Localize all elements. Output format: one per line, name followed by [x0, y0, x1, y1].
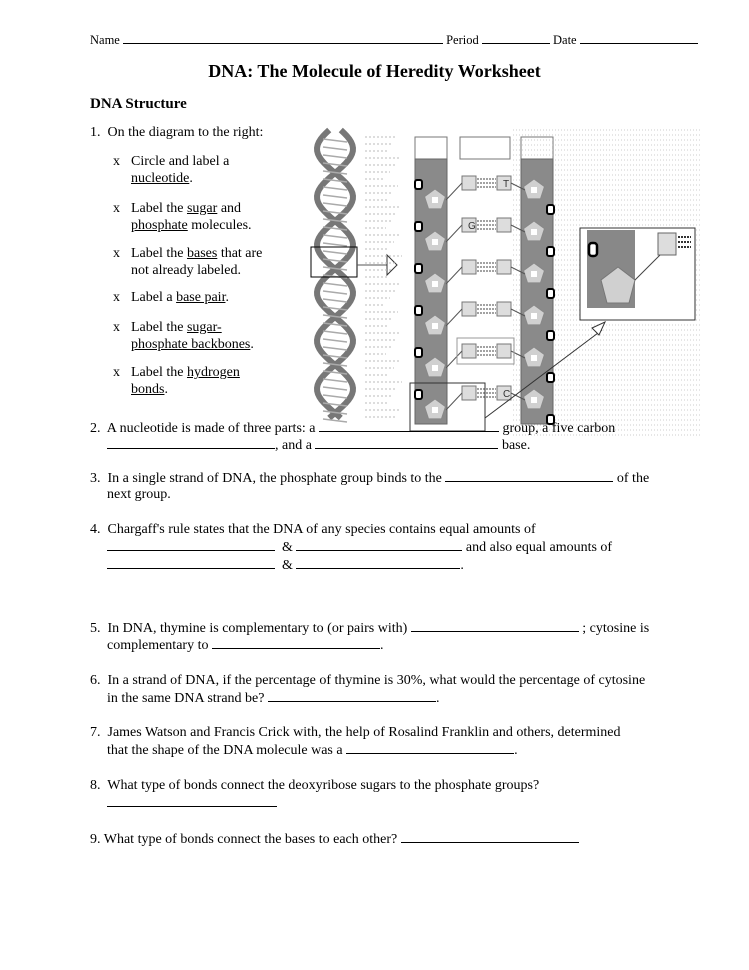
question-3: 3. In a single strand of DNA, the phosphate group binds to the of the — [90, 471, 650, 486]
instruction-line: Label the sugar- — [131, 320, 222, 335]
phosphate — [415, 180, 422, 189]
helix-rung — [323, 395, 347, 398]
name-label: Name — [90, 33, 120, 47]
period-blank[interactable] — [482, 31, 550, 44]
period-label: Period — [446, 33, 479, 47]
question-4: 4. Chargaff's rule states that the DNA of any species contains equal amounts of — [90, 522, 536, 537]
phosphate — [547, 205, 554, 214]
question-8: 8. What type of bonds connect the deoxyribose sugars to the phosphate groups? — [90, 778, 540, 793]
answer-blank[interactable] — [212, 636, 380, 649]
sugar-center — [531, 187, 537, 193]
question-1 — [90, 124, 263, 141]
q1-instruction — [113, 289, 229, 306]
answer-blank[interactable] — [268, 689, 436, 702]
bond-line — [446, 393, 462, 410]
answer-blank[interactable] — [296, 538, 462, 551]
answer-blank[interactable] — [107, 538, 275, 551]
bond-line — [446, 351, 462, 368]
question-3-cont: next group. — [107, 487, 171, 502]
base-box — [497, 260, 511, 274]
helix-rung — [323, 235, 347, 238]
helix-rung — [323, 147, 347, 150]
question-5-cont: complementary to . — [107, 638, 384, 653]
question-7-cont: that the shape of the DNA molecule was a . — [107, 743, 518, 758]
helix-rung — [323, 155, 347, 158]
helix-rung — [323, 387, 347, 390]
question-6-cont: in the same DNA strand be? . — [107, 691, 440, 706]
phosphate — [547, 331, 554, 340]
sugar-center — [432, 323, 438, 329]
helix-rung — [323, 331, 347, 334]
helix-rung — [323, 299, 347, 302]
base-label: C — [503, 389, 511, 400]
strand-top — [415, 137, 447, 159]
bond-line — [446, 225, 462, 242]
date-label: Date — [553, 33, 577, 47]
sugar-center — [531, 313, 537, 319]
phosphate — [547, 247, 554, 256]
phosphate — [415, 348, 422, 357]
phosphate — [415, 264, 422, 273]
arrow-head-icon — [387, 255, 397, 275]
instruction-line: bonds. — [131, 382, 168, 397]
date-blank[interactable] — [580, 31, 698, 44]
bullet: x — [113, 365, 120, 380]
instruction-line: Label the bases that are — [131, 246, 263, 261]
inset-phosphate — [589, 243, 597, 256]
sugar-center — [432, 365, 438, 371]
bullet: x — [113, 246, 120, 261]
q1-instruction — [113, 245, 263, 278]
question-8-cont — [107, 794, 277, 812]
base-label: T — [503, 179, 510, 190]
helix-rung — [323, 251, 347, 254]
helix-rung — [323, 187, 347, 190]
sugar-center — [531, 397, 537, 403]
question-4-line2: & and also equal amounts of — [107, 538, 612, 556]
sugar-center — [531, 355, 537, 361]
helix-rung — [323, 347, 347, 350]
helix-rung — [323, 283, 347, 286]
bullet: x — [113, 201, 120, 216]
q-number: 1. — [90, 125, 101, 140]
phosphate — [547, 373, 554, 382]
q1-instruction — [113, 200, 252, 233]
phosphate — [547, 289, 554, 298]
question-9: 9. What type of bonds connect the bases to each other? — [90, 830, 579, 848]
helix-rung — [323, 195, 347, 198]
base-box — [462, 386, 476, 400]
sugar-center — [432, 281, 438, 287]
section-heading: DNA Structure — [90, 96, 187, 112]
answer-blank[interactable] — [107, 556, 275, 569]
answer-blank[interactable] — [107, 794, 277, 807]
q1-instruction — [113, 364, 240, 397]
sugar-center — [432, 197, 438, 203]
instruction-line: Circle and label a — [131, 154, 230, 169]
sugar-center — [531, 229, 537, 235]
phosphate — [415, 306, 422, 315]
instruction-line: Label the hydrogen — [131, 365, 240, 380]
base-box — [462, 344, 476, 358]
answer-blank[interactable] — [319, 419, 499, 432]
instruction-line: Label the sugar and — [131, 201, 242, 216]
instruction-line: not already labeled. — [131, 263, 242, 278]
q1-instruction — [113, 319, 254, 352]
answer-blank[interactable] — [296, 556, 460, 569]
q-text: On the diagram to the right: — [107, 125, 264, 140]
answer-blank[interactable] — [401, 830, 579, 843]
label-box — [460, 137, 510, 159]
answer-blank[interactable] — [315, 436, 498, 449]
sugar-center — [531, 271, 537, 277]
helix-rung — [323, 379, 347, 382]
answer-blank[interactable] — [445, 469, 613, 482]
answer-blank[interactable] — [107, 436, 275, 449]
question-5: 5. In DNA, thymine is complementary to (or pairs with) ; cytosine is — [90, 621, 650, 636]
base-box — [462, 176, 476, 190]
instruction-line: phosphate backbones. — [131, 337, 254, 352]
page-title: DNA: The Molecule of Heredity Worksheet — [208, 61, 541, 81]
bond-line — [446, 267, 462, 284]
bullet: x — [113, 154, 120, 169]
question-2: 2. A nucleotide is made of three parts: a group, a five carbon — [90, 421, 616, 436]
question-7: 7. James Watson and Francis Crick with, the help of Rosalind Franklin and others, determined — [90, 725, 621, 740]
bullet: x — [113, 290, 120, 305]
instruction-line: Label a base pair. — [131, 290, 229, 305]
bond-line — [446, 309, 462, 326]
question-4-line3: & . — [107, 556, 464, 574]
helix-rung — [323, 243, 347, 246]
question-2-cont: , and a base. — [107, 436, 530, 454]
inset-base — [658, 233, 676, 255]
answer-blank[interactable] — [346, 741, 514, 754]
base-box — [462, 302, 476, 316]
dna-diagram — [305, 125, 710, 445]
helix-rung — [323, 339, 347, 342]
phosphate — [415, 222, 422, 231]
answer-blank[interactable] — [411, 619, 579, 632]
helix-rung — [323, 291, 347, 294]
base-box — [497, 302, 511, 316]
sugar-center — [432, 239, 438, 245]
arrow-head-icon — [592, 322, 605, 335]
base-box — [462, 260, 476, 274]
instruction-line: nucleotide. — [131, 171, 193, 186]
bond-line — [446, 183, 462, 200]
helix-rung — [323, 203, 347, 206]
base-label: G — [468, 221, 476, 232]
base-box — [497, 344, 511, 358]
sugar-center — [432, 407, 438, 413]
question-6: 6. In a strand of DNA, if the percentage of thymine is 30%, what would the percentage of cytosine — [90, 673, 646, 688]
helix-rung — [323, 139, 347, 142]
phosphate — [415, 390, 422, 399]
instruction-line: phosphate molecules. — [131, 218, 252, 233]
name-blank[interactable] — [123, 31, 443, 44]
bullet: x — [113, 320, 120, 335]
q1-instruction — [113, 153, 230, 186]
name-field[interactable] — [90, 31, 698, 49]
base-box — [497, 218, 511, 232]
